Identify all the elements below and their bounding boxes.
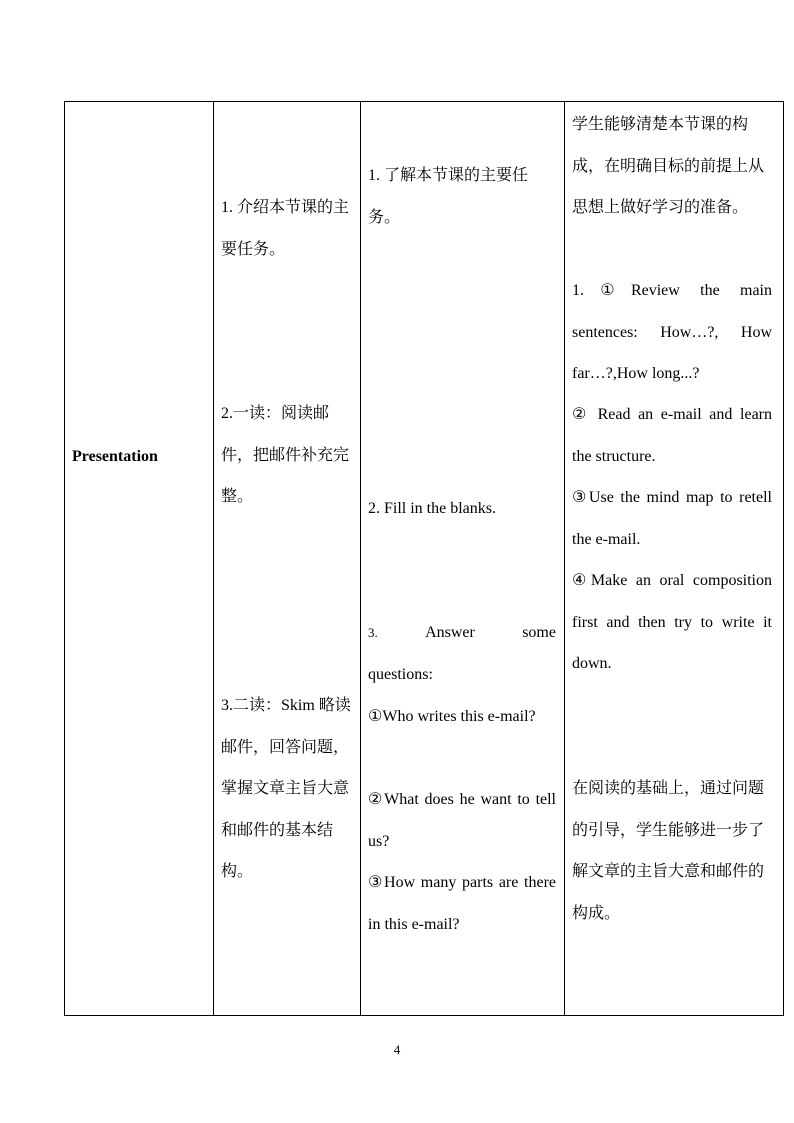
activity-1: 1. 介绍本节课的主要任务。 bbox=[221, 199, 350, 258]
question-3: ③How many parts are there in this e-mail? bbox=[368, 874, 556, 933]
purpose-3: ② Read an e-mail and learn the structure. bbox=[572, 406, 772, 465]
purpose-4: ③Use the mind map to retell the e-mail. bbox=[572, 489, 772, 548]
design-purpose-cell bbox=[565, 102, 785, 1015]
purpose-2: 1.①Review the main sentences: How…?, How far…?,How long...? bbox=[572, 282, 772, 382]
purpose-1: 学生能够清楚本节课的构成，在明确目标的前提上从思想上做好学习的准备。 bbox=[572, 116, 765, 216]
stage-cell bbox=[65, 102, 214, 1015]
question-2: ②What does he want to tell us? bbox=[368, 791, 556, 850]
student-task-3-line bbox=[368, 612, 556, 654]
activity-2: 2.一读：阅读邮件，把邮件补充完整。 bbox=[221, 405, 350, 505]
student-task-2: 2. Fill in the blanks. bbox=[368, 500, 496, 517]
teacher-activity-cell bbox=[214, 102, 361, 1015]
student-task-3-word: Answer bbox=[425, 624, 475, 641]
page-number: 4 bbox=[393, 1042, 401, 1057]
student-task-1: 1. 了解本节课的主要任务。 bbox=[368, 167, 529, 226]
stage-label: Presentation bbox=[72, 448, 158, 465]
purpose-6: 在阅读的基础上，通过问题的引导，学生能够进一步了解文章的主旨大意和邮件的构成。 bbox=[572, 780, 765, 922]
purpose-5: ④Make an oral composition first and then try to write it down. bbox=[572, 572, 772, 672]
student-task-3-rest: questions: bbox=[368, 666, 433, 683]
activity-3: 3.二读：Skim 略读邮件，回答问题，掌握文章主旨大意和邮件的基本结构。 bbox=[221, 697, 351, 880]
student-activity-cell bbox=[361, 102, 565, 1015]
student-task-3-number: 3. bbox=[368, 625, 378, 640]
lesson-plan-table bbox=[64, 101, 784, 1016]
question-1: ①Who writes this e-mail? bbox=[368, 708, 536, 725]
student-task-3-word: some bbox=[522, 624, 556, 641]
